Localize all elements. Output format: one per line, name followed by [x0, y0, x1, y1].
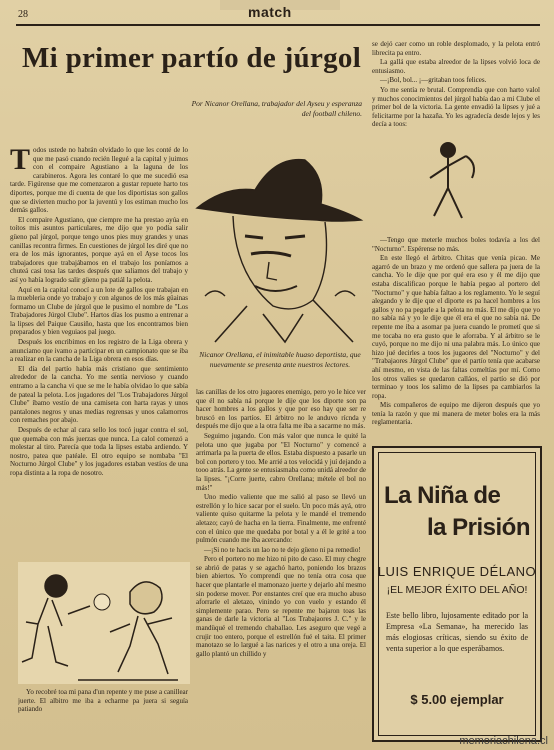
ad-title-line-2: la Prisión	[426, 514, 530, 541]
portrait-illustration	[185, 146, 371, 346]
cartoon-illustration	[18, 562, 190, 684]
column-3-top	[372, 40, 540, 132]
paragraph: La gallá que estaba alreedor de la lipses volvió loca de entusiasmo.	[372, 58, 540, 75]
book-advertisement	[372, 446, 542, 742]
paragraph: —¡Bol, bol... ¡—gritaban toos felices.	[380, 76, 487, 85]
figure-illustration	[414, 138, 484, 224]
paragraph: —¡Si no te hacis un lao no te dejo güeno ni pa remedio!	[204, 545, 361, 554]
source-watermark: memoriachilena.cl	[459, 735, 548, 747]
paragraph: se dejó caer como un roble desplomado, y la pelota entró librecita pa entro.	[372, 40, 540, 57]
ad-body: Este bello libro, lujosamente editado por la Empresa «La Semana», ha merecido las más elogiosas críticas, siendo su éxito de venta superior a lo que esperábamos.	[386, 611, 528, 653]
paragraph: Yo me sentía re brutal. Comprendía que con harto valol y muchos conocimientos del júrgol había dao a mi Clube el primer bol de la victoria. La gente envadió la lipses y jué a felicitarme por la hazaña. Yo les agradecía desde lejos y les decía a toos:	[372, 85, 540, 129]
header-rule	[16, 24, 540, 26]
paragraph: El compaire Agustiano, que ciempre me ha prestao ayúa en toítos mis asuntos particulares, me dijo que yo podía salir güeno pal júrgol, porque tengo unos pies muy grandes y unas canillas recontra firmes. En cuestiones de júrgol les diré que no era de los más ignorantes, porque ayá en el Ayse tocos los trabajadores que trabajábamos en el trabajo los poníamos a chuteá casi tosa las tardes después que saliamos del trabajo y así yo había logrado salir güeno pa patiál la pelota.	[10, 215, 188, 284]
paragraph: El día del partío había más cristiano que sentimiento alrededor de la cancha. Yo me sentía nervioso y cuando entramo a la cancha vi que se me le había olvidao lo que sabía de pateal la pelota. Los jugadores del "Los Trabajadores Júrgol Clube" íbamo vestío de una camiseta con harta rayas y unos pantalones negros y unas medias regrensas y unos calamorros con remaches por abajo.	[10, 364, 188, 425]
paragraph: odos ustede no habrán olvidado lo que les conté de lo que me pasó cuando recién llegué a la capital y juimos con el compaire Agustiano a la laguna de los carabineros. Agora les contaré lo que me sucedió esa tarde. Figúrense que me comenzaron a gustar repuete harto tos diportes, porque me di cuenta de que los diportistas son gallos que se divierten mucho por la juventú y los estiman mucho los demás gallos.	[10, 146, 188, 215]
paragraph: En este llegó el árbitro. Chitas que venía picao. Me agarró de un brazo y me ordenó que sallera pa juera de la cancha. Yo le dije que por qué era eso y él me dijo que estaba discalificao porque le había pegao al portero del "Nocturno" y que había faltao a los reglamento. Yo le seguí alegando y le dije que el diporte es pa hacel hombres a los gallos y no pa pegarle a la pelota no más. El me dijo que yo no sabía ná y yo le dije que él era el que no sabía ná. De repente me iba a asomar pa juera cuando le prometí que si me tocaba no era gusto que le aforraba. Y al árbitro se le cuyó, porque no me dijo ni una palabra más. Lo único que hizo jué decirles a toos los jugaores del "Nocturno" y del "Trabajaores Júrgol Clube" que el partío tenía que acabarse ahí mesmo, en vista de las faltas comeltías por mí. Como los otros valies se quedaron calláos, el partío se dió por terminao y toos los salimo de la lipses pa cambiarlos la ropa.	[372, 254, 540, 400]
ad-author: LUIS ENRIQUE DÉLANO	[377, 564, 537, 579]
article-byline: Por Nicanor Orellana, trabajador del Ayseu y esperanza del football chileno.	[191, 99, 362, 118]
paragraph: Después de echar al cara sello los tocó jugar contra el sol, que quemaba con más juerzas que nunca. La calol comenzó a molestar al tiro. Parecía que toda la lipses estaba ardiendo. Y nostro, patea que patéale. El otro equipo se nombaba "El Nocturno Júrgol Clube" y los jugadores estaban vestíos de una ropa distinta a la ropa de nosotro.	[10, 426, 188, 477]
ad-slogan: ¡EL MEJOR ÉXITO DEL AÑO!	[386, 584, 528, 596]
paragraph: las canillas de los otro jugaores enemigo, pero yo le hice ver que él no sabía ná porque le dije que los diporte son pa hacer hombres a los gallos y que por eso hay que ser re bruscó en los partíos. El árbitro no le anduvo rícnda y después me dijo que a la otra falta me iba a sacarme no más.	[196, 388, 366, 431]
portrait-caption: Nicanor Orellana, el inimitable huaso deportista, que nuevamente se presenta ante nuestros lectores.	[199, 350, 361, 369]
paragraph: Uno medio valiente que me salió al paso se llevó un estrellón y lo hice sacar por el suelo. Un poco más ayá, otro valiente quiso quitarme la pelota y le mandé el tremendo aletazo; cayó de hacha en la tierra. Finalmente, me enfrenté con el único que me quedaba por botal y a él le grité a too pulmón cuando me iba acercando:	[196, 493, 366, 545]
paragraph: Aquí en la capital conocí a un lote de gallos que trabajan en la muebleria onde yo trabajo y con algunos de los más güainas formamo un Clube de júrgol que le pusimo el nombre de "Los Trabajadores Júrgol Clube". Hartos días los pusmo a entrenar a la lipses del Paique Causiño, hasta que los encontramos bien preparados y bien veguiaos pal juego.	[10, 285, 188, 337]
paragraph: Seguimo jugando. Con más valor que nunca le quité la pelota uno que jugaba por "El Nocturno" y comencé a arrimarla pa la puerta de ellos. Estaba dispuesto a pasarle un bol con portero y too. Me arrié a tos velocidá y juí dejando a tooo atrás. La gente se entusiasmaba como unidá alreedor de la lipses. "¡Corre juerte, cabro Orellana; métele el bol no más!"	[196, 431, 366, 492]
ad-title-line-1: La Niña de	[384, 482, 501, 509]
article-title: Mi primer partío de júrgol	[22, 42, 362, 74]
paragraph: Yo recobré toa mi pana d'un repente y me puse a canillear juerte. El albitro me iba a echarme pa juera si seguía patiando	[18, 688, 188, 714]
ad-price: $ 5.00 ejemplar	[410, 692, 504, 707]
paragraph: Mis compañeros de equipo me dijeron después que yo tenía la razón y que mi manera de meter boles era la más reglamentaria.	[372, 401, 540, 427]
drop-cap: T	[10, 146, 31, 176]
paragraph: Después los encribimos en los registro de la Liga obrera y anunciamo que ivamo a participar en un campionato que se iba a realizar en la cancha de la Liga obrera en esos días.	[10, 338, 188, 364]
page-number: 28	[18, 9, 28, 20]
column-1-bottom	[18, 688, 188, 728]
column-1	[10, 146, 188, 558]
column-3-middle	[372, 236, 540, 442]
column-2	[196, 388, 366, 744]
paragraph: —Tengo que meterle muchos boles todavía a los del "Nocturno". Espérense no más.	[372, 236, 540, 253]
magazine-name: match	[248, 4, 292, 20]
paragraph: Pero el portero no me hizo ni pito de caso. El muy chegre se abrió de patas y se agachó harto, poniendo los brazos bien abiertos. Yo comprendí que no tenía otra cosa que hacer que plantarle el mamonazo juerte y dejarlo ahí mesmo sin poderse mover. Por enstantes creí que era mucho abuso aforrarle el aletazo, vinindo yo con vuelo y estando él simplemente parao. Pero se repente me bajaron toas las ganas de darle la victoria al "Los Trabajaores J. C." y le mandüqué el tremendo chaballao. Les aseguro que vegé a crujir too entero, porque el estrellón fué el taita. El primer manotazo se lo largué a las narices y el otro a una oreja. El gallo plantó un chillido y	[196, 555, 366, 658]
